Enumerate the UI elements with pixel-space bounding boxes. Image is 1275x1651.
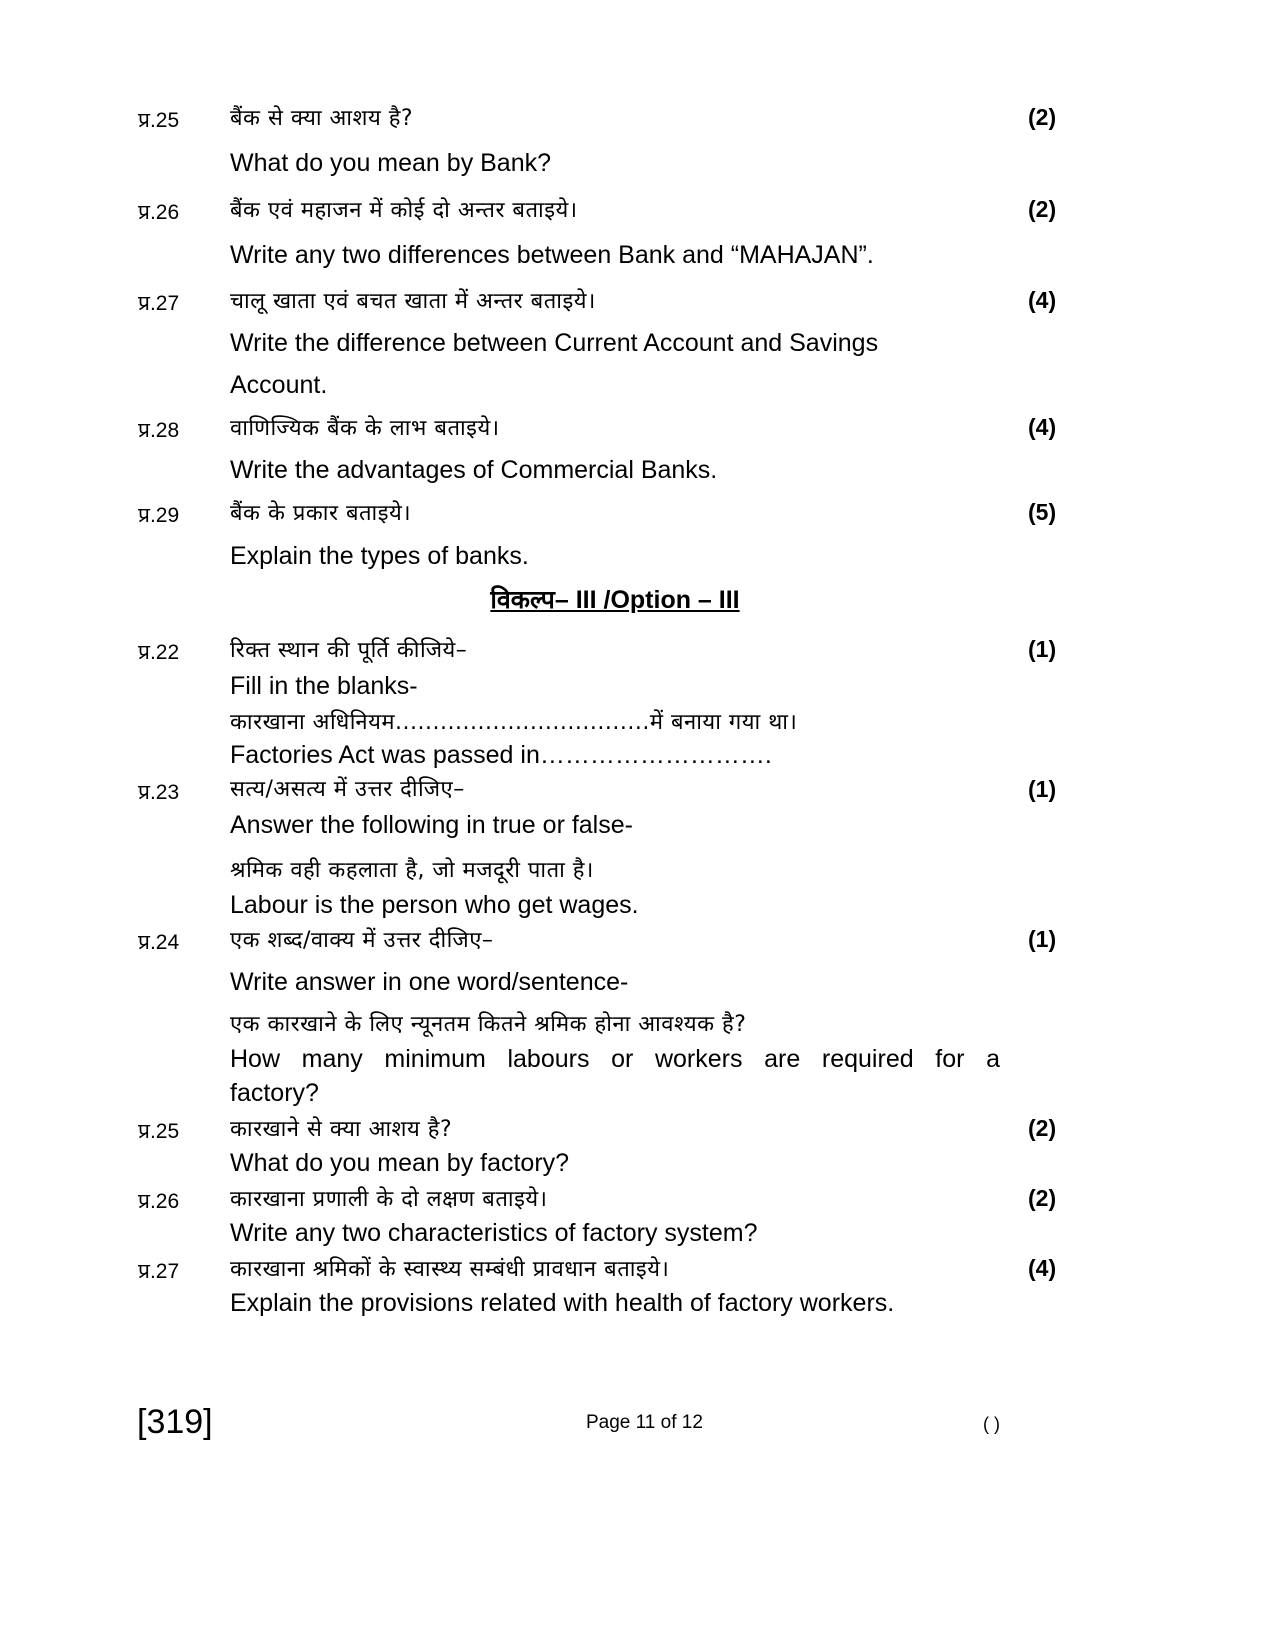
question-hindi: एक शब्द/वाक्य में उत्तर दीजिए– [230, 928, 494, 953]
question-hindi: सत्य/असत्य में उत्तर दीजिए– [230, 777, 465, 802]
question-marks: (1) [1028, 926, 1057, 952]
question-statement-hindi: एक कारखाने के लिए न्यूनतम कितने श्रमिक होना आवश्यक है? [230, 1012, 747, 1037]
question-english: Write any two characteristics of factory system? [230, 1219, 758, 1247]
question-marks: (5) [1028, 499, 1057, 525]
question-number: प्र.26 [138, 201, 180, 224]
question-number: प्र.29 [138, 504, 180, 527]
question-number: प्र.26 [138, 1190, 180, 1213]
section-heading: विकल्प– III /Option – III [490, 586, 740, 614]
question-number: प्र.25 [138, 109, 180, 132]
question-english-continued: Account. [230, 371, 328, 399]
question-english: What do you mean by Bank? [230, 149, 552, 177]
question-marks: (4) [1028, 1255, 1057, 1281]
question-statement-english-continued: factory? [230, 1079, 319, 1107]
question-english: Write the advantages of Commercial Banks. [230, 456, 718, 484]
question-number: प्र.24 [138, 931, 180, 954]
question-hindi: कारखाने से क्या आशय है? [230, 1117, 453, 1142]
question-hindi: चालू खाता एवं बचत खाता में अन्तर बताइये। [230, 289, 596, 314]
question-number: प्र.28 [138, 419, 180, 442]
question-english: Explain the provisions related with health of factory workers. [230, 1289, 895, 1317]
question-english: What do you mean by factory? [230, 1149, 570, 1177]
question-english: Explain the types of banks. [230, 542, 529, 570]
question-statement-english: How many minimum labours or workers are required for a [230, 1045, 1000, 1073]
question-number: प्र.27 [138, 292, 180, 315]
question-number: प्र.25 [138, 1120, 180, 1143]
question-marks: (1) [1028, 636, 1057, 662]
question-english: Write any two differences between Bank and “MAHAJAN”. [230, 241, 874, 269]
paper-code: [319] [137, 1403, 213, 1441]
question-marks: (2) [1028, 1185, 1057, 1211]
question-marks: (2) [1028, 1115, 1057, 1141]
footer-parentheses: ( ) [983, 1414, 1000, 1434]
question-english: Write answer in one word/sentence- [230, 968, 629, 996]
page-number: Page 11 of 12 [586, 1412, 703, 1433]
question-hindi: कारखाना श्रमिकों के स्वास्थ्य सम्बंधी प्रावधान बताइये। [230, 1257, 670, 1282]
question-english: Answer the following in true or false- [230, 811, 633, 839]
question-hindi: रिक्त स्थान की पूर्ति कीजिये– [230, 638, 468, 663]
question-hindi: बैंक के प्रकार बताइये। [230, 501, 412, 526]
question-marks: (1) [1028, 776, 1057, 802]
question-number: प्र.27 [138, 1260, 180, 1283]
question-marks: (4) [1028, 287, 1057, 313]
question-hindi: कारखाना प्रणाली के दो लक्षण बताइये। [230, 1187, 548, 1212]
question-hindi: बैंक से क्या आशय है? [230, 106, 414, 131]
question-marks: (2) [1028, 196, 1057, 222]
question-hindi: वाणिज्यिक बैंक के लाभ बताइये। [230, 416, 500, 441]
question-statement-hindi: कारखाना अधिनियम..................................में बनाया गया था। [230, 710, 798, 735]
question-english: Write the difference between Current Account and Savings [230, 329, 879, 357]
question-statement-hindi: श्रमिक वही कहलाता है, जो मजदूरी पाता है। [230, 858, 594, 883]
question-marks: (2) [1028, 104, 1057, 130]
question-statement-english: Factories Act was passed in………………………. [230, 741, 772, 769]
question-number: प्र.22 [138, 641, 180, 664]
question-hindi: बैंक एवं महाजन में कोई दो अन्तर बताइये। [230, 198, 578, 223]
question-marks: (4) [1028, 414, 1057, 440]
question-statement-english: Labour is the person who get wages. [230, 891, 639, 919]
question-english: Fill in the blanks- [230, 672, 418, 700]
question-number: प्र.23 [138, 781, 180, 804]
